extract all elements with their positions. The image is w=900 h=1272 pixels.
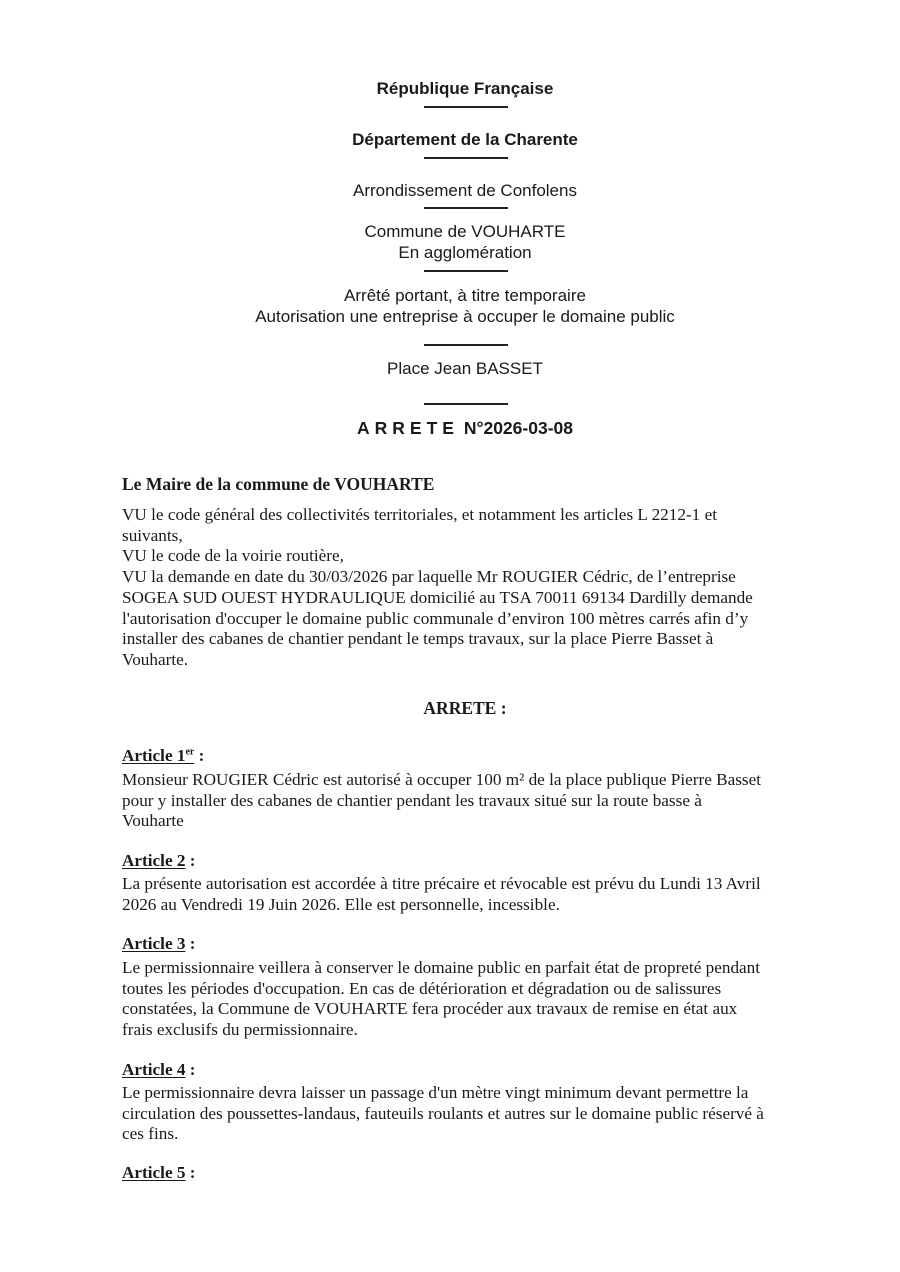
article-2-title: Article 2 : xyxy=(122,851,196,870)
divider xyxy=(424,403,508,405)
arrondissement-title: Arrondissement de Confolens xyxy=(353,181,577,200)
departement-title: Département de la Charente xyxy=(352,130,578,149)
article-line: 2026 au Vendredi 19 Juin 2026. Elle est personnelle, incessible. xyxy=(122,894,560,914)
article-3-title: Article 3 : xyxy=(122,934,196,953)
article-line: frais exclusifs du permissionnaire. xyxy=(122,1020,358,1040)
article-line: La présente autorisation est accordée à titre précaire et révocable est prévu du Lundi 13 Avril xyxy=(122,874,761,893)
arrete-number: N°2026-03-08 xyxy=(463,418,573,438)
arrete-heading: ARRETE : xyxy=(423,698,507,718)
article-1-title: Article 1er : xyxy=(122,746,205,765)
preamble-line: installer des cabanes de chantier pendant le temps travaux, sur la place Pierre Basset à xyxy=(122,629,714,649)
article-line: Monsieur ROUGIER Cédric est autorisé à occuper 100 m² de la place publique Pierre Basset xyxy=(122,770,762,789)
article-1-text xyxy=(122,770,822,832)
agglomeration-label: En agglomération xyxy=(398,243,532,262)
maire-heading: Le Maire de la commune de VOUHARTE xyxy=(122,474,435,494)
preamble-line: VU la demande en date du 30/03/2026 par laquelle Mr ROUGIER Cédric, de l’entreprise xyxy=(122,567,736,587)
article-line: toutes les périodes d'occupation. En cas de détérioration et dégradation ou de salissures xyxy=(122,978,722,998)
article-line: constatées, la Commune de VOUHARTE fera procéder aux travaux de remise en état aux xyxy=(122,999,738,1019)
article-3-text xyxy=(122,958,822,1041)
preamble-line: VU le code général des collectivités territoriales, et notamment les articles L 2212-1 et xyxy=(122,505,717,524)
preamble-line: l'autorisation d'occuper le domaine public communale d’environ 100 mètres carrés afin d’y xyxy=(122,608,749,628)
divider xyxy=(424,207,508,209)
arrete-word: ARRETE xyxy=(357,418,459,438)
article-line: Le permissionnaire veillera à conserver le domaine public en parfait état de propreté pendant xyxy=(122,958,761,977)
article-5-title: Article 5 : xyxy=(122,1163,196,1182)
arrete-subject-line1: Arrêté portant, à titre temporaire xyxy=(344,286,586,305)
preamble-text xyxy=(122,505,822,671)
divider xyxy=(424,106,508,108)
preamble-line: VU le code de la voirie routière, xyxy=(122,546,344,566)
article-line: Le permissionnaire devra laisser un passage d'un mètre vingt minimum devant permettre la xyxy=(122,1083,749,1102)
preamble-line: suivants, xyxy=(122,525,183,545)
commune-title: Commune de VOUHARTE xyxy=(364,222,566,241)
article-line: ces fins. xyxy=(122,1124,179,1144)
place-title: Place Jean BASSET xyxy=(387,359,543,378)
republique-title: République Française xyxy=(376,79,554,98)
preamble-line: SOGEA SUD OUEST HYDRAULIQUE domicilié au TSA 70011 69134 Dardilly demande xyxy=(122,587,753,607)
divider xyxy=(424,157,508,159)
preamble-line: Vouharte. xyxy=(122,649,189,669)
article-2-text xyxy=(122,874,822,915)
article-line: pour y installer des cabanes de chantier pendant les travaux situé sur la route basse à xyxy=(122,790,702,810)
arrete-number-heading xyxy=(0,418,900,439)
article-line: circulation des poussettes-landaus, fauteuils roulants et autres sur le domaine public réservé à xyxy=(122,1103,764,1123)
divider xyxy=(424,344,508,346)
arrete-subject-line2: Autorisation une entreprise à occuper le domaine public xyxy=(255,307,675,326)
divider xyxy=(424,270,508,272)
article-4-title: Article 4 : xyxy=(122,1060,196,1079)
article-4-text xyxy=(122,1083,822,1145)
article-line: Vouharte xyxy=(122,811,184,831)
